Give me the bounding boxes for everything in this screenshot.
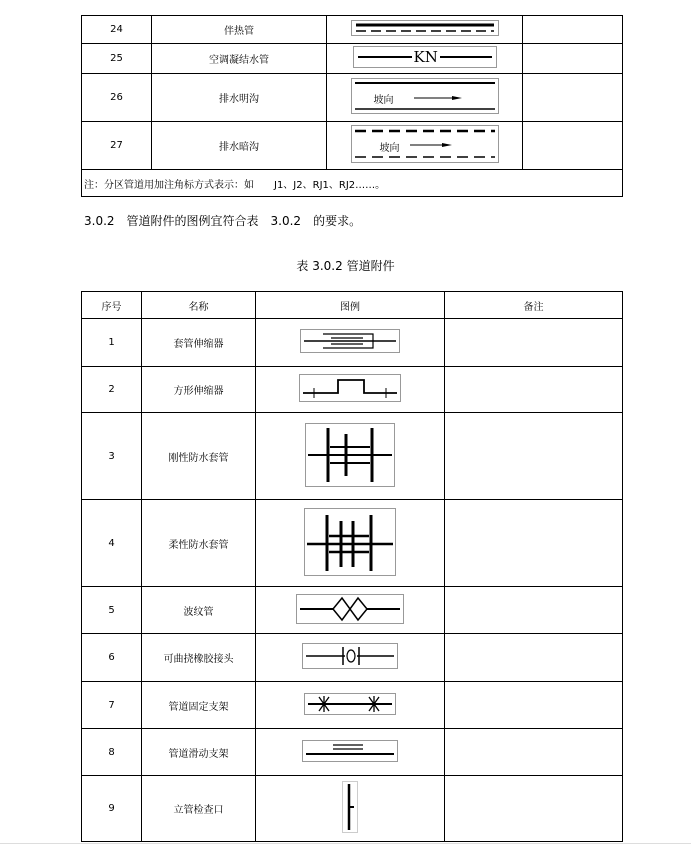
row-number: 27 [82,122,152,170]
table-caption: 表 3.0.2 管道附件 [296,259,395,273]
table-header-row [82,292,623,319]
flexible-waterproof-sleeve-icon [304,508,396,576]
table-note: 注：分区管道用加注角标方式表示：如 J1、J2、RJ1、RJ2……。 [82,170,623,197]
row-symbol [256,776,445,842]
row-symbol [256,319,445,367]
row-remark [445,682,623,729]
row-name: 套管伸缩器 [142,319,256,367]
square-expansion-joint-icon [299,374,401,402]
row-remark [523,44,623,74]
row-name: 空调凝结水管 [152,44,327,74]
row-remark [445,634,623,682]
rigid-waterproof-sleeve-icon [305,423,395,487]
section-paragraph: 3.0.2 管道附件的图例宜符合表 3.0.2 的要求。 [84,214,362,228]
table-row [82,170,623,197]
row-symbol [256,500,445,587]
table-row [82,776,623,842]
row-symbol [327,122,523,170]
sleeve-expansion-joint-icon [300,329,400,353]
row-number: 5 [82,587,142,634]
row-name: 刚性防水套管 [142,413,256,500]
row-remark [523,122,623,170]
row-name: 排水明沟 [152,74,327,122]
row-symbol [256,367,445,413]
row-symbol [256,729,445,776]
row-number: 26 [82,74,152,122]
sliding-support-icon [302,740,398,762]
table-row [82,367,623,413]
open-drain-ditch-icon [351,78,499,114]
table-row [82,122,623,170]
row-number: 1 [82,319,142,367]
symbol-label: KN [413,48,438,66]
row-name: 柔性防水套管 [142,500,256,587]
row-name: 可曲挠橡胶接头 [142,634,256,682]
table-row [82,74,623,122]
flexible-rubber-joint-icon [302,643,398,669]
row-number: 4 [82,500,142,587]
row-remark [445,587,623,634]
row-symbol [256,413,445,500]
row-symbol [256,634,445,682]
row-name: 排水暗沟 [152,122,327,170]
table-row [82,729,623,776]
row-remark [445,367,623,413]
row-number: 8 [82,729,142,776]
row-number: 9 [82,776,142,842]
row-name: 波纹管 [142,587,256,634]
header-name: 名称 [142,292,256,319]
row-remark [445,500,623,587]
row-remark [445,413,623,500]
row-number: 2 [82,367,142,413]
row-name: 方形伸缩器 [142,367,256,413]
row-number: 3 [82,413,142,500]
row-symbol [327,74,523,122]
row-name: 管道固定支架 [142,682,256,729]
header-number: 序号 [82,292,142,319]
row-name: 管道滑动支架 [142,729,256,776]
row-remark [445,776,623,842]
table-row [82,634,623,682]
condensate-pipe-icon [353,46,497,68]
row-remark [445,319,623,367]
pipe-legend-table-continued [81,15,623,197]
table-row [82,413,623,500]
row-number: 6 [82,634,142,682]
slope-label: 坡向 [373,95,394,106]
header-symbol: 图例 [256,292,445,319]
table-row [82,500,623,587]
bellows-icon [296,594,404,624]
row-symbol [327,44,523,74]
table-row [82,682,623,729]
pipe-accessories-table [81,291,623,842]
row-symbol [327,16,523,44]
table-row [82,587,623,634]
row-symbol [256,587,445,634]
slope-label: 坡向 [379,143,400,154]
row-remark [523,74,623,122]
row-symbol [256,682,445,729]
page-edge [0,843,691,844]
table-row [82,319,623,367]
row-remark [523,16,623,44]
row-number: 7 [82,682,142,729]
covered-drain-ditch-icon [351,125,499,163]
table-row [82,16,623,44]
heat-tracing-pipe-icon [351,20,499,36]
row-number: 25 [82,44,152,74]
row-remark [445,729,623,776]
row-number: 24 [82,16,152,44]
row-name: 立管检查口 [142,776,256,842]
table-row [82,44,623,74]
riser-inspection-port-icon [342,781,358,833]
row-name: 伴热管 [152,16,327,44]
header-remark: 备注 [445,292,623,319]
fixed-support-icon [304,693,396,715]
